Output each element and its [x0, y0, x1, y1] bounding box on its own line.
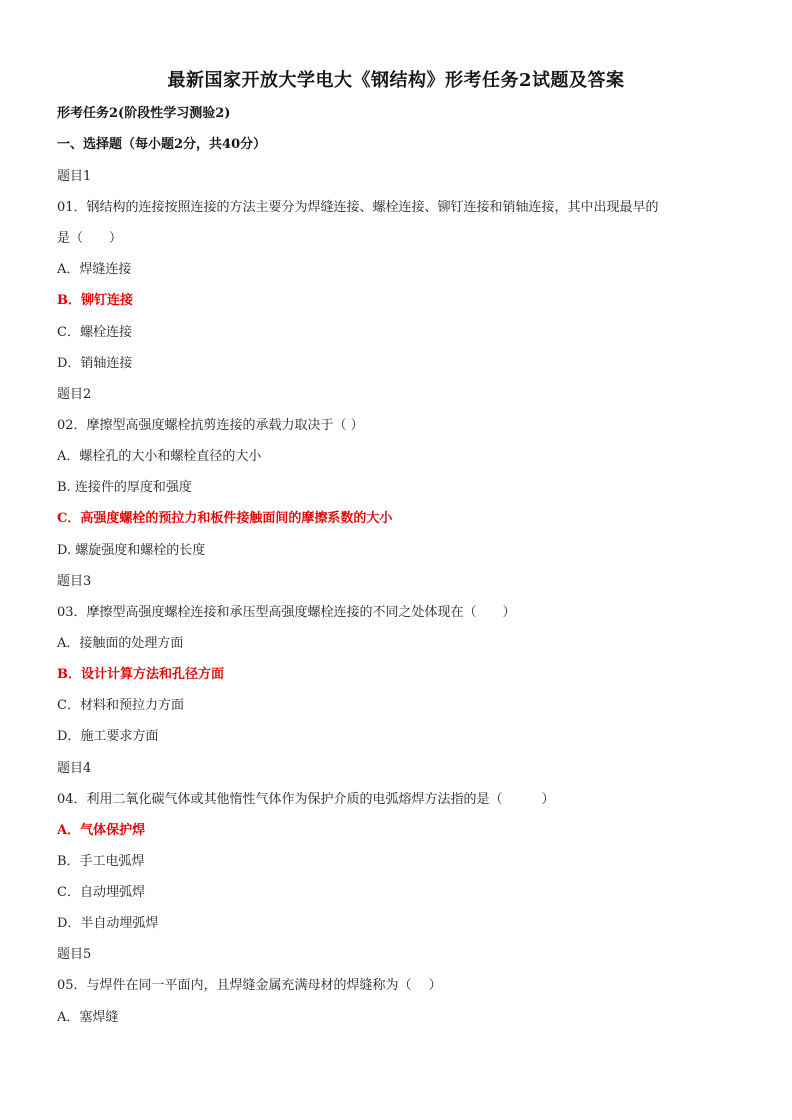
question-stem-continued: 是（ ） [57, 231, 123, 246]
question-stem: 03．摩擦型高强度螺栓连接和承压型高强度螺栓连接的不同之处体现在（ ） [57, 605, 516, 620]
option-a-correct-answer: A．气体保护焊 [57, 823, 146, 838]
question-stem: 02．摩擦型高强度螺栓抗剪连接的承载力取决于（ ） [57, 418, 364, 433]
part-heading: 一、选择题（每小题2分，共40分） [57, 137, 267, 152]
question-stem: 04．利用二氧化碳气体或其他惰性气体作为保护介质的电弧熔焊方法指的是（ ） [57, 792, 555, 807]
option-c: C．螺栓连接 [57, 325, 132, 340]
section-heading: 形考任务2(阶段性学习测验2) [57, 106, 231, 121]
question-label: 题目2 [57, 387, 92, 402]
document-title: 最新国家开放大学电大《钢结构》形考任务2试题及答案 [167, 70, 625, 91]
question-label: 题目4 [57, 761, 92, 776]
option-b-correct-answer: B．设计计算方法和孔径方面 [57, 667, 224, 682]
option-d: D．销轴连接 [57, 356, 133, 371]
option-b: B．手工电弧焊 [57, 854, 145, 869]
question-label: 题目1 [57, 169, 92, 184]
option-a: A．螺栓孔的大小和螺栓直径的大小 [57, 449, 262, 464]
option-c: C．自动埋弧焊 [57, 885, 145, 900]
option-b: B. 连接件的厚度和强度 [57, 480, 192, 495]
option-b-correct-answer: B．铆钉连接 [57, 293, 133, 308]
question-stem: 01．钢结构的连接按照连接的方法主要分为焊缝连接、螺栓连接、铆钉连接和销轴连接，其中出现最早的 [57, 200, 659, 215]
question-label: 题目5 [57, 947, 92, 962]
option-d: D．半自动埋弧焊 [57, 916, 159, 931]
option-a: A．塞焊缝 [57, 1010, 119, 1025]
question-label: 题目3 [57, 574, 92, 589]
option-a: A．接触面的处理方面 [57, 636, 184, 651]
question-stem: 05．与焊件在同一平面内，且焊缝金属充满母材的焊缝称为（ ） [57, 978, 442, 993]
option-c-correct-answer: C．高强度螺栓的预拉力和板件接触面间的摩擦系数的大小 [57, 511, 393, 526]
option-c: C．材料和预拉力方面 [57, 698, 184, 713]
option-d: D．施工要求方面 [57, 729, 159, 744]
option-d: D. 螺旋强度和螺栓的长度 [57, 543, 206, 558]
option-a: A．焊缝连接 [57, 262, 132, 277]
